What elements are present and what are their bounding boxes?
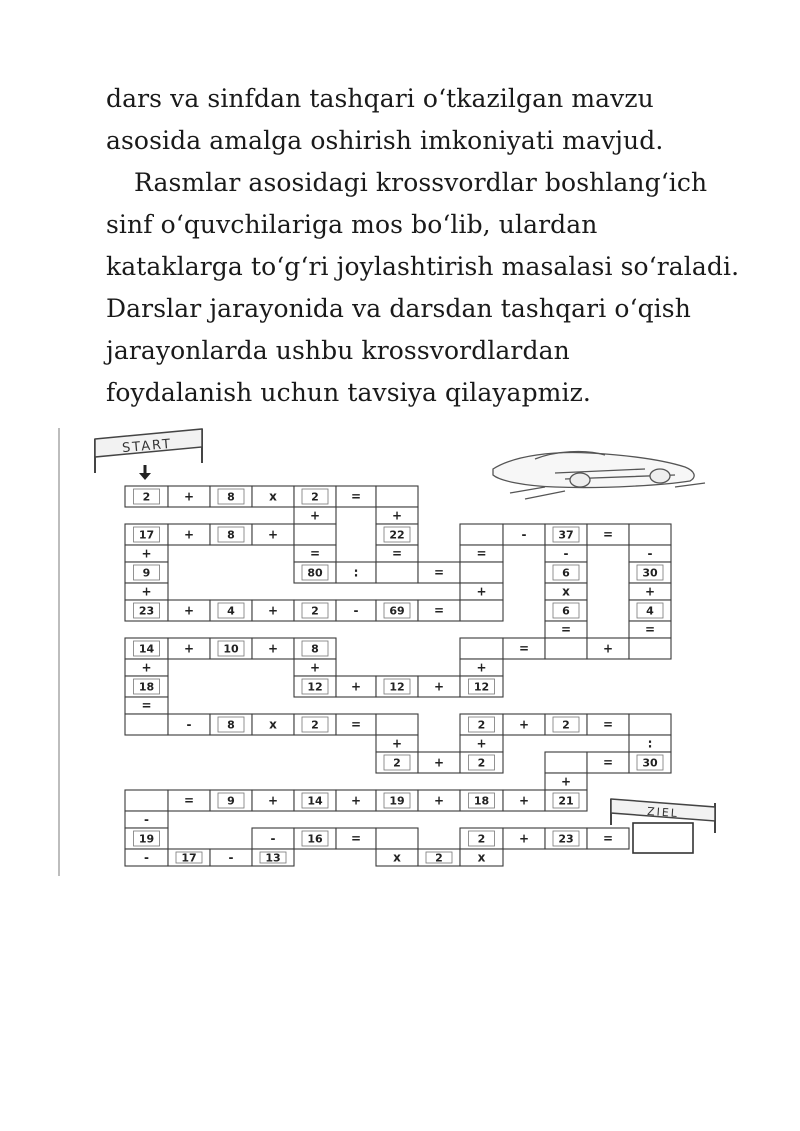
puzzle-cell (629, 714, 671, 735)
operator-symbol: = (518, 641, 530, 656)
puzzle-cell (460, 562, 503, 583)
cell-number: 6 (562, 566, 570, 580)
operator-symbol: - (647, 546, 653, 561)
cell-number: 12 (473, 680, 490, 694)
operator-symbol: + (267, 641, 279, 656)
puzzle-cell (460, 638, 503, 659)
cell-number: 8 (227, 718, 235, 732)
operator-symbol: + (309, 660, 321, 675)
operator-symbol: + (309, 508, 321, 523)
operator-symbol: + (350, 793, 362, 808)
cell-number: 21 (558, 794, 574, 808)
start-arrow-icon (139, 465, 151, 480)
cell-number: 2 (311, 604, 319, 618)
operator-symbol: + (602, 641, 614, 656)
operator-symbol: = (433, 603, 445, 618)
puzzle-cell (125, 714, 168, 735)
cell-number: 4 (646, 604, 654, 618)
operator-symbol: = (433, 565, 445, 580)
cell-number: 23 (558, 832, 574, 846)
cell-number: 18 (138, 680, 155, 694)
puzzle-cell (376, 562, 418, 583)
operator-symbol: + (267, 793, 279, 808)
operator-symbol: + (183, 641, 195, 656)
cell-number: 9 (227, 794, 235, 808)
puzzle-cell (125, 790, 168, 811)
operator-symbol: = (602, 527, 614, 542)
operator-symbol: + (183, 489, 195, 504)
operator-symbol: - (270, 831, 276, 846)
operator-symbol: + (141, 660, 152, 675)
operator-symbol: : (647, 736, 653, 751)
cell-number: 17 (138, 528, 155, 542)
text-line: foydalanish uchun tavsiya qilayapmiz. (106, 378, 591, 407)
operator-symbol: + (518, 831, 530, 846)
text-line: sinf o‘quvchilariga mos bo‘lib, ulardan (106, 210, 598, 239)
cell-number: 80 (307, 566, 323, 580)
cell-number: 2 (435, 851, 443, 865)
cell-number: 30 (642, 756, 658, 770)
cell-number: 2 (311, 490, 319, 504)
cell-number: 22 (389, 528, 405, 542)
operator-symbol: + (267, 603, 279, 618)
cell-number: 18 (473, 794, 490, 808)
cell-number: 14 (307, 794, 323, 808)
operator-symbol: = (141, 698, 152, 713)
operator-symbol: + (476, 736, 487, 751)
cell-number: 23 (138, 604, 155, 618)
operator-symbol: - (186, 717, 192, 732)
cell-number: 30 (642, 566, 658, 580)
operator-symbol: = (644, 622, 656, 637)
puzzle-cell (376, 486, 418, 507)
operator-symbol: + (350, 679, 362, 694)
puzzle-cell (376, 828, 418, 849)
operator-symbol: = (560, 622, 572, 637)
operator-symbol: + (391, 736, 403, 751)
cell-number: 12 (307, 680, 323, 694)
finish-label: ZIEL (646, 804, 680, 821)
cell-number: 16 (307, 832, 323, 846)
cell-number: 12 (389, 680, 405, 694)
race-car-icon (493, 452, 705, 499)
cell-number: 8 (227, 490, 235, 504)
operator-symbol: x (269, 717, 277, 732)
paragraph (106, 78, 766, 414)
cell-number: 2 (477, 832, 486, 846)
operator-symbol: x (562, 584, 570, 599)
operator-symbol: = (602, 755, 614, 770)
cell-number: 2 (562, 718, 570, 732)
cell-number: 9 (142, 566, 151, 580)
operator-symbol: = (309, 546, 321, 561)
cell-number: 2 (311, 718, 319, 732)
operator-symbol: = (602, 717, 614, 732)
cell-number: 4 (227, 604, 235, 618)
puzzle-cell (376, 714, 418, 735)
operator-symbol: - (563, 546, 569, 561)
puzzle-cell (460, 600, 503, 621)
operator-symbol: + (476, 584, 487, 599)
cell-number: 14 (138, 642, 155, 656)
cell-number: 6 (562, 604, 570, 618)
operator-symbol: + (518, 793, 530, 808)
operator-symbol: + (141, 584, 152, 599)
operator-symbol: + (518, 717, 530, 732)
race-track-number-puzzle (85, 425, 725, 875)
puzzle-cell (545, 752, 587, 773)
operator-symbol: + (183, 527, 195, 542)
cell-number: 10 (223, 642, 239, 656)
text-line: jarayonlarda ushbu krossvordlardan (106, 336, 570, 365)
cell-number: 8 (311, 642, 319, 656)
text-line: dars va sinfdan tashqari o‘tkazilgan mavzu (106, 84, 654, 113)
operator-symbol: = (350, 717, 362, 732)
start-banner (95, 429, 202, 473)
operator-symbol: + (433, 679, 445, 694)
cell-number: 37 (558, 528, 574, 542)
operator-symbol: + (391, 508, 403, 523)
puzzle-cell (629, 524, 671, 545)
cell-number: 2 (477, 718, 486, 732)
puzzle-cell (545, 638, 587, 659)
operator-symbol: = (350, 831, 362, 846)
operator-symbol: = (476, 546, 487, 561)
operator-symbol: + (433, 793, 445, 808)
cell-number: 8 (227, 528, 235, 542)
puzzle-cell (294, 524, 336, 545)
operator-symbol: + (141, 546, 152, 561)
operator-symbol: = (602, 831, 614, 846)
operator-symbol: - (144, 812, 149, 827)
operator-symbol: = (350, 489, 362, 504)
operator-symbol: - (228, 850, 234, 865)
cell-number: 19 (138, 832, 155, 846)
operator-symbol: x (477, 850, 486, 865)
text-line: Rasmlar asosidagi krossvordlar boshlang‘ich (134, 168, 708, 197)
operator-symbol: + (433, 755, 445, 770)
operator-symbol: = (391, 546, 403, 561)
text-line: Darslar jarayonida va darsdan tashqari o‘qish (106, 294, 691, 323)
puzzle-grid (125, 486, 671, 866)
cell-number: 13 (265, 851, 281, 865)
cell-number: 69 (389, 604, 405, 618)
operator-symbol: : (353, 565, 359, 580)
operator-symbol: - (353, 603, 359, 618)
operator-symbol: + (183, 603, 195, 618)
margin-bar (58, 428, 60, 876)
operator-symbol: + (560, 774, 572, 789)
operator-symbol: = (183, 793, 195, 808)
operator-symbol: + (476, 660, 487, 675)
cell-number: 2 (142, 490, 151, 504)
text-line: kataklarga to‘g‘ri joylashtirish masalasi so‘raladi. (106, 252, 740, 281)
start-label: START (121, 436, 173, 457)
operator-symbol: - (521, 527, 527, 542)
operator-symbol: x (269, 489, 277, 504)
puzzle-cell (460, 524, 503, 545)
puzzle-cell (629, 638, 671, 659)
answer-box (633, 823, 693, 853)
text-line: asosida amalga oshirish imkoniyati mavjud. (106, 126, 664, 155)
operator-symbol: + (644, 584, 656, 599)
cell-number: 2 (393, 756, 401, 770)
operator-symbol: + (267, 527, 279, 542)
operator-symbol: - (144, 850, 149, 865)
cell-number: 17 (181, 851, 197, 865)
cell-number: 2 (477, 756, 486, 770)
cell-number: 19 (389, 794, 405, 808)
operator-symbol: x (393, 850, 401, 865)
